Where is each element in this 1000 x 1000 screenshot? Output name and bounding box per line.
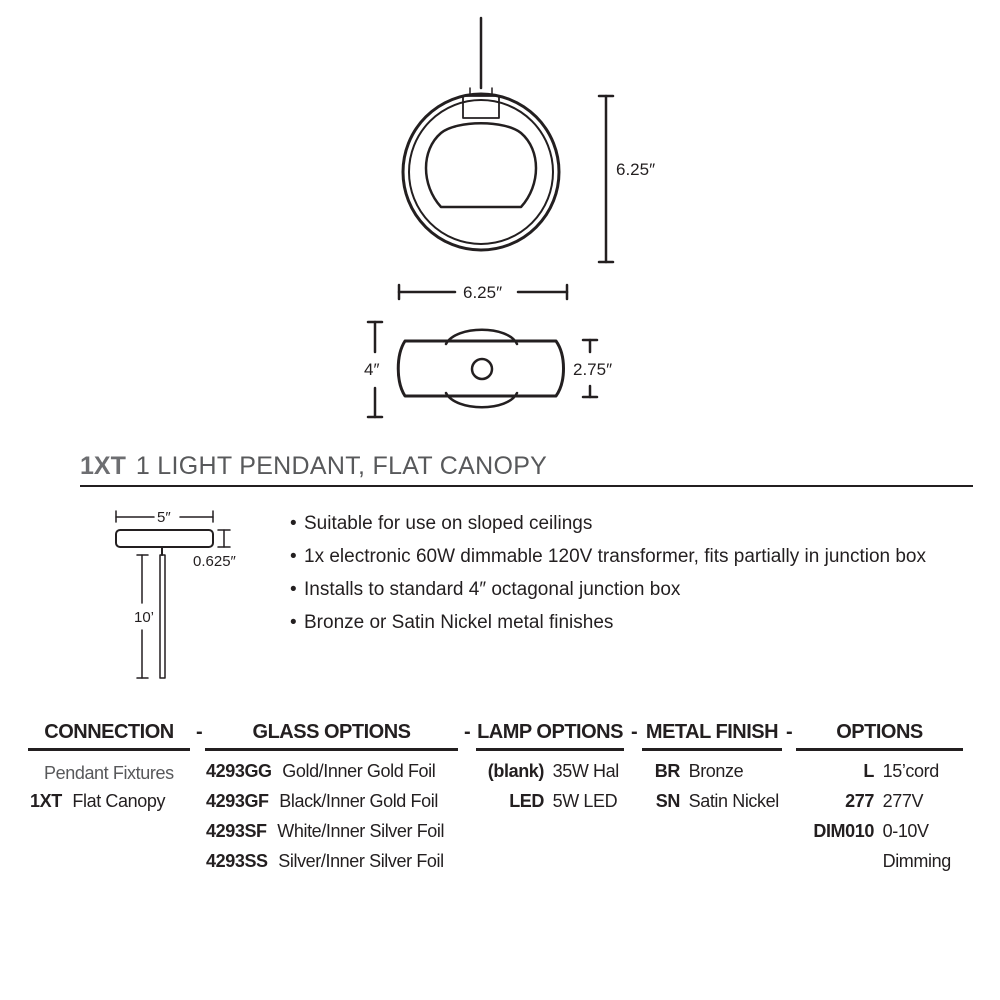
connection-row [30, 786, 165, 816]
product-title [80, 452, 547, 481]
globe-height-dimension [599, 96, 613, 262]
option-code: (blank) [487, 761, 544, 781]
option-code: 4293SF [206, 821, 267, 841]
option-desc: 15’cord [882, 761, 939, 781]
option-desc: Dimming [882, 851, 951, 871]
option-code: 4293SS [206, 851, 268, 871]
feature-item: • Suitable for use on sloped ceilings [290, 510, 930, 538]
option-code: 4293GG [206, 761, 272, 781]
option-desc: Black/Inner Gold Foil [279, 791, 438, 811]
option-desc: 35W Hal [552, 761, 619, 781]
separator: - [196, 721, 203, 743]
lamp-options-list [480, 756, 630, 816]
title-divider [80, 485, 973, 487]
extra-option-row [798, 786, 968, 816]
option-desc: 5W LED [552, 791, 618, 811]
glass-options-list [206, 756, 444, 876]
feature-item: • Bronze or Satin Nickel metal finishes [290, 609, 930, 637]
extra-option-row [798, 846, 968, 876]
extra-option-row [798, 756, 968, 786]
option-code: 1XT [30, 791, 62, 811]
metal-finish-list [646, 756, 786, 816]
canopy-drawing [116, 511, 230, 678]
option-code: 277 [845, 791, 874, 811]
lamp-option-row [480, 786, 630, 816]
side-depth-label: 2.75″ [573, 360, 613, 379]
side-view-drawing [398, 330, 563, 408]
options-list [798, 756, 968, 876]
front-view-drawing [403, 18, 559, 250]
separator: - [786, 721, 793, 743]
extra-option-row [798, 816, 968, 846]
option-desc: Silver/Inner Silver Foil [278, 851, 444, 871]
options-header: OPTIONS [796, 718, 963, 751]
option-desc: Satin Nickel [688, 791, 779, 811]
glass-option-row [206, 786, 444, 816]
cord-length-label: 10’ [134, 609, 155, 626]
option-desc: Flat Canopy [72, 791, 166, 811]
product-name: 1 LIGHT PENDANT, FLAT CANOPY [135, 452, 548, 480]
option-desc: White/Inner Silver Foil [277, 821, 445, 841]
connection-group-label: Pendant Fixtures [44, 763, 174, 783]
connection-header: CONNECTION [28, 718, 190, 751]
glass-option-row [206, 816, 444, 846]
feature-item: • 1x electronic 60W dimmable 120V transformer, fits partially in junction box [290, 543, 930, 571]
globe-height-label: 6.25″ [616, 160, 656, 179]
glass-options-header: GLASS OPTIONS [205, 718, 458, 751]
option-code: 4293GF [206, 791, 269, 811]
lamp-options-header: LAMP OPTIONS [476, 718, 624, 751]
glass-option-row [206, 846, 444, 876]
option-desc: Bronze [688, 761, 744, 781]
finish-option-row [646, 756, 786, 786]
option-desc: Gold/Inner Gold Foil [282, 761, 436, 781]
separator: - [631, 721, 638, 743]
option-code: DIM010 [813, 821, 874, 841]
option-code: SN [655, 791, 680, 811]
feature-item: • Installs to standard 4″ octagonal junction box [290, 576, 930, 604]
finish-option-row [646, 786, 786, 816]
option-code: LED [509, 791, 544, 811]
lamp-option-row [480, 756, 630, 786]
metal-finish-header: METAL FINISH [642, 718, 782, 751]
canopy-height-label: 0.625″ [193, 553, 236, 570]
option-desc: 277V [882, 791, 924, 811]
globe-width-label: 6.25″ [463, 283, 503, 302]
option-desc: 0-10V [882, 821, 929, 841]
glass-option-row [206, 756, 444, 786]
product-code: 1XT [80, 452, 126, 480]
separator: - [464, 721, 471, 743]
side-height-label: 4″ [364, 360, 380, 379]
canopy-width-label: 5″ [157, 509, 171, 526]
option-code: BR [654, 761, 680, 781]
option-code: L [863, 761, 874, 781]
feature-list [290, 510, 930, 642]
